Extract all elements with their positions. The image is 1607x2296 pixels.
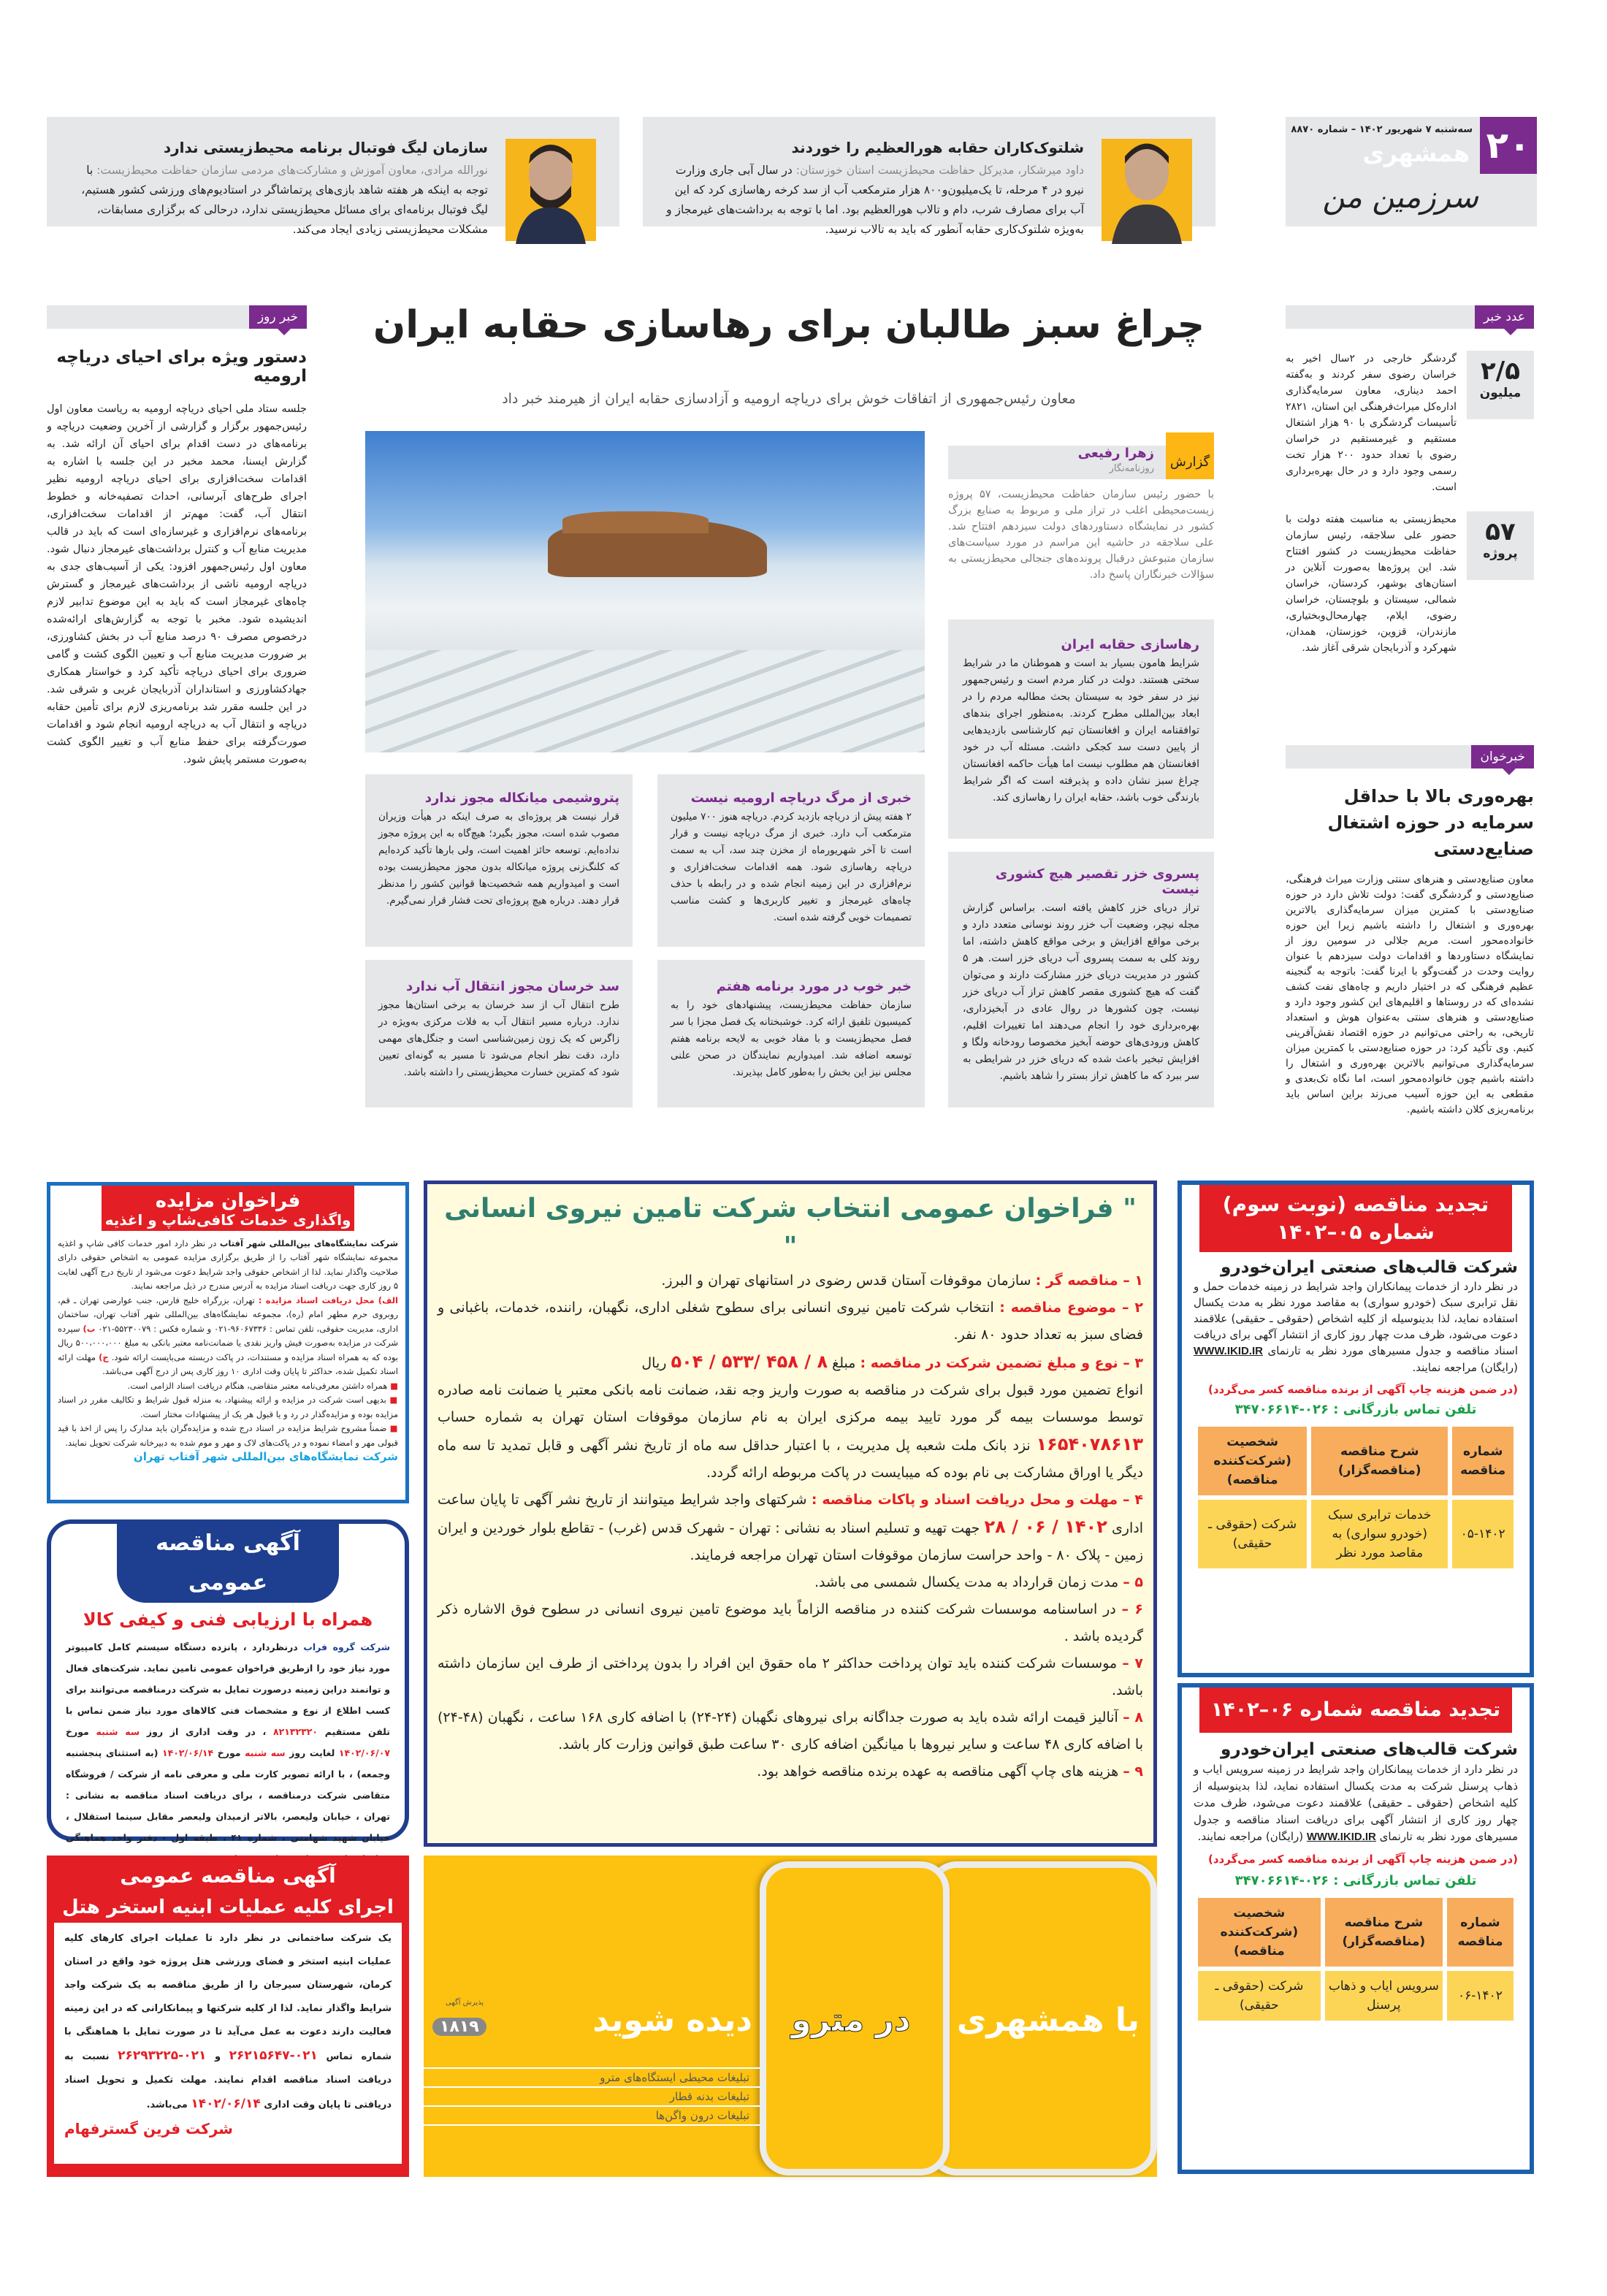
text: (رایگان) مراجعه نمایند.: [1197, 1830, 1304, 1843]
report-lead: با حضور رئیس سازمان حفاظت محیط‌زیست، ۵۷ پروژه زیست‌محیطی اغلب در تراز ملی و مربوط به صنایع بزرگ کشور در نمایشگاه دستاوردهای دولت سیزدهم افتتاح شد. علی سلاجقه در حاشیه این مراسم در مورد سیاست‌های سازمان متبوعش درقبال پرونده‌های جنجالی محیط‌زیستی به سؤالات خبرنگاران پاسخ داد.: [948, 489, 1215, 581]
ad-phone: تلفن تماس بازرگانی : ۰۲۶-۳۴۷۰۶۶۱۴: [1234, 1402, 1477, 1417]
subarticle-body: تراز دریای خزر کاهش یافته است. براساس گزارش مجله نیچر، وضعیت آب خزر روند نوسانی متعدد دارد و برخی مواقع افزایش و برخی مواقع کاهش داشته، اما روند کلی به سمت پسروی آب دریای خزر است. هر ۵ کشور در مدیریت دریای خزر مشارکت دارند و می‌توان گفت که هیچ کشوری مقصر کاهش تراز آب دریای خزر نیست، چون کشورها در روال عادی در آبخیزداری، بهره‌برداری خود را انجام می‌دهند اما تغییرات اقلیم، کاهش ورودی‌های حوضه آبخیز مخصوصا رودخانه ولگا و افزایش تبخیر باعث شده که دریای خزر در شرایطی به سر ببرد که ما کاهش تراز بستر را شاهد باشیم.: [963, 902, 1199, 1082]
text: ۱۴۰۲/۰۶/۱۴: [162, 1747, 214, 1758]
text: مورخ: [66, 1726, 89, 1737]
ad-body: [1194, 1761, 1518, 1845]
number-item: [1286, 351, 1534, 495]
lake-photo: [365, 431, 925, 752]
article-title: بهره‌وری بالا با حداقل سرمایه در حوزه اشتغال صنایع‌دستی: [1327, 786, 1534, 859]
text: آنالیز قیمت ارائه شده باید به صورت جداگانه برای نیروهای نگهبان (۲۴-۲۴) با اضافه کاری ۱۶۸ ساعت ، نگهبان (۴۸-۲۴) با اضافه کاری ۴۸ ساعت و سایر نیروها با میانگین اضافه کاری ۳۰ ساعت طبق قوانین وزارت کار باشد.: [438, 1709, 1143, 1752]
ad-ikid-tender-05: [1177, 1181, 1534, 1677]
text: شماره مناقصه: [1452, 1427, 1514, 1495]
ad-body: [58, 1237, 398, 1294]
ad-item: [438, 1349, 1143, 1487]
number-text: گردشگر خارجی در ۲سال اخیر به خراسان رضوی سفر کردند و به‌گفته احمد دیناری، معاون سرمایه‌گذاری اداره‌کل میراث‌فرهنگی این استان، ۲۸۲۱ تأسیسات گردشگری با ۹۰ هزار اشتغال مستقیم و غیرمستقیم در خراسان رضوی با تعداد حدود ۲۰۰ هزار تخت رسمی وجود دارد و در حال بهره‌برداری است.: [1286, 353, 1457, 493]
slogan-part-3: دیده شوید: [592, 2002, 752, 2039]
subarticle-box: [365, 774, 633, 947]
ad-body: [66, 1636, 390, 1869]
subarticle-body: سازمان حفاظت محیط‌زیست، پیشنهادهای خود را به کمیسیون تلفیق ارائه کرد. خوشبختانه یک فصل مجزا با سر فصل محیط‌زیست و با مفاد خوبی به لایحه برنامه هفتم توسعه اضافه شد. امیدواریم نمایندگان در صحن علنی مجلس نیز این بخش را به‌طور کامل بپذیرند.: [671, 999, 912, 1078]
text: ب): [83, 1323, 96, 1334]
text: در اساسنامه موسسات شرکت کننده در مناقصه الزاماً باید موضوع تامین نیروی انسانی در سطوح فوق الاشاره ذکر گردیده باشد .: [438, 1601, 1143, 1644]
portrait-photo: [505, 139, 596, 241]
ad-company: شرکت قالب‌های صنعتی ایران‌خودرو: [1221, 1740, 1518, 1759]
subarticle-box: [657, 774, 925, 947]
text: ۸ –: [1123, 1709, 1144, 1725]
number-item: [1286, 511, 1534, 656]
text: بدیهی است شرکت در مزایده و ارائه پیشنهاد، به منزله قبول شرایط و تکالیف مقرر در اسناد مزایده بوده و مزایده‌گذار در رد و یا قبول هر یک از پیشنهادات مختار است.: [58, 1395, 398, 1419]
text: هزینه های چاپ آگهی مناقصه به عهده برنده مناقصه خواهد بود.: [757, 1763, 1119, 1780]
ad-signature: شرکت فرین گسترفهام: [64, 2120, 233, 2137]
ad-metro-hamshahri: [424, 1856, 1157, 2177]
ad-title: فراخوان مزایده: [155, 1190, 301, 1212]
ad-subtitle: اجرای کلیه عملیات ابنیه استخر هتل: [62, 1896, 394, 1918]
subarticle-box: [657, 960, 925, 1107]
section-logo: سرزمین من: [1322, 179, 1478, 215]
subarticle-title: پتروشیمی میانکاله مجوز ندارد: [424, 790, 619, 806]
subarticle-title: سد خرسان مجوز انتقال آب ندارد: [406, 979, 619, 994]
text: سپرده شرکت در مزایده به‌صورت فیش واریز نقدی یا ضمانت‌نامه معتبر بانکی به مبلغ ۵۰۰،۰۰۰،۰۰۰ ریال بوده که به همراه اسناد مزایده و مستندات، در پاکت دربسته می‌بایست ارائه شود.: [58, 1323, 399, 1362]
ad-item: [438, 1758, 1143, 1785]
ad-phone: ۱۸۱۹: [432, 2018, 486, 2036]
text: نسبت به دریافت اسناد مناقصه اقدام نمایند. مهلت تکمیل و تحویل اسناد دریافتی تا پایان وقت اداری: [64, 2051, 392, 2110]
service-item: تبلیغات بدنه قطار: [424, 2088, 760, 2107]
text: شرکت (حقوقی ـ حقیقی): [1198, 1500, 1307, 1568]
article-body: معاون صنایع‌دستی و هنرهای سنتی وزارت میراث فرهنگی، صنایع‌دستی و گردشگری گفت: دولت تلاش دارد در حوزه صنایع‌دستی با کمترین میزان سرمایه‌گذاری بالاترین بهره‌وری و اشتغال را داشته باشیم زیرا این حوزه خانواده‌محور است. مریم جلالی در سومین روز از نمایشگاه دستاوردها و اقدامات دولت سیزدهم با عنوان روایت وحدت در گفت‌وگو با ایرنا گفت: باتوجه به گنجینه عظیم فرهنگی که در اختیار داریم و چاه‌های نفت کشف نشده‌ای که در روستاها و اقلیم‌های این کشور وجود دارد و صنایع‌دستی و هنرهای سنتی به‌عنوان هوش و استعداد تاریخی، به راحتی می‌توانیم در حوزه اقتصاد نقش‌آفرینی کنیم. وی تأکید کرد: در حوزه صنایع‌دستی با کمترین میزان سرمایه‌گذاری می‌توانیم بالاترین بهره‌وری و اشتغال را داشته باشیم چون خانواده‌محور است، اما نگاه تک‌بعدی و مقطعی به این حوزه آسیب می‌زند براین اساس باید برنامه‌ریزی کلان داشته باشیم.: [1286, 874, 1534, 1115]
text: شماره مناقصه: [1447, 1898, 1514, 1967]
ad-item: [438, 1294, 1143, 1349]
text: شرح مناقصه (مناقصه‌گزار): [1325, 1898, 1443, 1967]
text: ۱۴۰۲/۰۶/۱۴: [191, 2097, 261, 2111]
text: همراه داشتن معرفی‌نامه معتبر متقاضی، هنگام دریافت اسناد الزامی است.: [127, 1380, 388, 1391]
text: ضمناً مشروح شرایط مزایده در اسناد درج شده و مزایده‌گران باید مدارک را پس از اخذ با قید قبولی مهر و امضاء نموده و در پاکت‌های لاک و مهر و موم شده به دبیرخانه شرکت تحویل نمایند.: [58, 1423, 398, 1448]
ad-ikid-tender-06: [1177, 1683, 1534, 2174]
subarticle-body: قرار نیست هر پروژه‌ای به صرف اینکه در هیأت وزیران مصوب شده است، مجوز بگیرد؛ هیچ‌گاه به این پروژه مجوز نداده‌ایم. توسعه حائز اهمیت است، ولی بارها تأکید کرده‌ایم که کلنگ‌زنی پروژه میانکاله بدون مجوز محیط‌زیست بوده است و امیدواریم همه شخصیت‌ها قوانین کشور را مدنظر قرار دهند. درباره هیچ پروژه‌ای تحت فشار قرار نمی‌گیرم.: [378, 811, 619, 907]
main-headline: چراغ سبز طالبان برای رهاسازی حقابه ایران: [373, 303, 1205, 347]
ad-body: [1194, 1278, 1518, 1376]
text: مبلغ: [832, 1355, 856, 1371]
text: شرکت (حقوقی ـ حقیقی): [1198, 1971, 1321, 2021]
subarticle-title: رهاسازی حقابه ایران: [1061, 637, 1199, 652]
ad-item: [438, 1487, 1143, 1569]
text: ۰۵-۱۴۰۲: [1452, 1500, 1514, 1568]
number-unit: میلیون: [1479, 386, 1522, 400]
text: سرویس ایاب و ذهاب پرسنل: [1325, 1971, 1443, 2021]
paper-logo: همشهری: [1362, 140, 1470, 167]
ad-note: (در ضمن هزینه چاپ آگهی از برنده مناقصه کسر می‌گردد): [1208, 1853, 1518, 1866]
ad-auction: فراخوان مزایده واگذاری خدمات کافی‌شاپ و اغذیه شرکت نمایشگاه‌های بین‌المللی شهر آفتاب در نظر دارد امور خدمات کافی شاپ و اغذیه مجموعه نمایشگاه شهر آفتاب را از طریق برگزاری مزایده عمومی به اشخاص حقوقی دارای صلاحیت واگذار نماید. لذا از اشخاص حقوقی واجد شرایط دعوت می‌شود از تاریخ درج آگهی لغایت ۵ روز کاری جهت دریافت اسناد مزایده به آدرس مندرج در ذیل مراجعه نمایند. الف) محل دریافت اسناد مزایده : تهران، بزرگراه خلیج فارس، جنب عوارضی تهران ـ قم، روبروی حرم مطهر امام (ره)، مجموعه نمایشگاه‌های بین‌المللی شهر آفتاب تهران، ساختمان اداری، مدیریت حقوقی، تلفن تماس : ۹۶۰۶۷۳۳۶-۰۲۱ و شماره فکس : ۵۵۲۳۰۰۷۹-۰۲۱ ب) سپرده شرکت در مزایده به‌صورت فیش واریز نقدی یا ضمانت‌نامه معتبر بانکی به مبلغ ۵۰۰،۰۰۰،۰۰۰ ریال بوده که به همراه اسناد مزایده و مستندات، در پاکت دربسته می‌بایست ارائه شود. ج) مهلت ارائه اسناد تکمیل شده، حداکثر تا پایان وقت اداری ۱۰ روز کاری پس از درج آگهی می‌باشد. ■ همراه داشتن معرفی‌نامه معتبر متقاضی، هنگام دریافت اسناد الزامی است. ■ بدیهی است شرکت در مزایده و ارائه پیشنهاد، به منزله قبول شرایط و تکالیف مقرر در اسناد مزایده بوده و مزایده‌گذار در رد و یا قبول هر یک از پیشنهادات مختار است. ■ ضمناً مشروح شرایط مزایده در اسناد درج شده و مزایده‌گران باید مدارک را پس از اخذ با قید قبولی مهر و امضاء نموده و در پاکت‌های لاک و مهر و موم شده به دبیرخانه شرکت تحویل نمایند. شرکت نمایشگاه‌های بین‌المللی شهر آفتاب تهران: [47, 1182, 409, 1503]
ad-title: آگهی مناقصه عمومی: [117, 1524, 339, 1603]
text: ۴ – مهلت و محل دریافت اسناد و پاکات مناقصه :: [811, 1492, 1143, 1508]
subarticle-box: [948, 852, 1214, 1107]
date-line: سه‌شنبه ۷ شهریور ۱۴۰۲ – شماره ۸۸۷۰: [1291, 124, 1473, 135]
quote-box-hoor: [643, 117, 1215, 236]
quote-title: سازمان لیگ فوتبال برنامه محیط‌زیستی ندارد: [163, 139, 488, 156]
subarticle-title: خبر خوب در مورد برنامه هفتم: [716, 979, 912, 994]
text: ۰۲۱-۲۶۲۱۵۶۴۷: [229, 2048, 318, 2063]
text: شخصیت (شرکت‌کننده مناقصه): [1198, 1427, 1307, 1495]
text: سازمان موقوفات آستان قدس رضوی در استانهای تهران و البرز.: [661, 1273, 1031, 1289]
number-text: محیط‌زیستی به مناسبت هفته دولت با حضور علی سلاجقه، رئیس سازمان حفاظت محیط‌زیست در کشور افتتاح شد. این پروژه‌ها به‌صورت آنلاین در استان‌های بوشهر، کردستان، خراسان شمالی، سیستان و بلوچستان، خراسان رضوی، ایلام، چهارمحال‌وبختیاری، مازندران، قزوین، خوزستان، همدان، شهرکرد و آذربایجان شرقی آغاز شد.: [1286, 514, 1457, 654]
service-item: تبلیغات محیطی ایستگاه‌های مترو: [424, 2067, 760, 2088]
text: الف) محل دریافت اسناد مزایده :: [258, 1294, 398, 1305]
text: ۱۴۰۲ / ۰۶ / ۲۸: [984, 1517, 1107, 1537]
text: انتخاب شرکت تامین نیروی انسانی برای سطوح شغلی اداری، نگهبان، راننده، خدمات، باغبانی و فضای سبز به تعداد حدود ۸۰ نفر.: [438, 1300, 1143, 1343]
ad-item: [438, 1704, 1143, 1758]
text: می‌باشد.: [146, 2099, 188, 2110]
ad-item: [438, 1596, 1143, 1650]
report-label: گزارش: [1166, 432, 1214, 479]
text: موسسات شرکت کننده باید توان پرداخت حداکثر ۲ ماه حقوق این افراد را بدون پرداختی از طرف این سازمان داشته باشد.: [438, 1655, 1143, 1698]
page-number: ۲۰: [1480, 117, 1537, 174]
ad-computer-tender: [47, 1519, 409, 1841]
ad-title: تجدید مناقصه شماره ۰۶–۱۴۰۲: [1199, 1687, 1512, 1733]
text: مدت زمان قرارداد به مدت یکسال شمسی می باشد.: [814, 1574, 1119, 1590]
subarticle-box: [365, 960, 633, 1107]
numbers-column: [1286, 305, 1534, 656]
text: ۱ – مناقصه گر :: [1035, 1273, 1143, 1289]
text: سه شنبه: [245, 1747, 286, 1758]
text: ۶ –: [1121, 1601, 1143, 1617]
newsreader-column: [1286, 745, 1534, 1118]
subarticle-title: خبری از مرگ دریاچه ارومیه نیست: [690, 790, 912, 806]
service-item: تبلیغات درون واگن‌ها: [424, 2107, 760, 2126]
text: ۲ – موضوع مناقصه :: [999, 1300, 1144, 1316]
ad-table: [1194, 1422, 1518, 1573]
text: ۷ –: [1122, 1655, 1143, 1671]
text: ۹ –: [1123, 1763, 1143, 1780]
text: درنظردارد ، پانزده دستگاه سیستم کامل کامپیوتر مورد نیاز خود را ازطریق فراخوان عمومی تامین نماید. شرکت‌های فعال و توانمند دراین زمینه درصورت تمایل به شرکت درمناقصه می‌توانند برای کسب اطلاع از نوع و مشخصات فنی کالاهای مورد نیاز ضمن تماس با تلفن مستقیم: [66, 1641, 390, 1737]
ad-manpower-tender: [424, 1181, 1157, 1847]
subarticle-body: ۲ هفته پیش از دریاچه بازدید کردم. دریاچه هنوز ۷۰۰ میلیون مترمکعب آب دارد. خبری از مرگ دریاچه نیست و قرار است تا آخر شهریورماه از مخزن چند سد، آب به سمت دریاچه رهاسازی شود. همه اقدامات سخت‌افزاری و نرم‌افزاری در این زمینه انجام شده و در رابطه با حذف چاه‌های غیرمجاز و تغییر کاربری‌ها و کشت مناسب تصمیمات خوبی گرفته شده است.: [671, 811, 912, 923]
ad-title: تجدید مناقصه (نوبت سوم) شماره ۰۵–۱۴۰۲: [1199, 1185, 1512, 1252]
number-value: ۵۷: [1485, 517, 1516, 546]
text: ۰۶-۱۴۰۲: [1447, 1971, 1514, 2021]
ad-subtitle: واگذاری خدمات کافی‌شاپ و اغذیه: [104, 1211, 351, 1229]
subarticle-box: [948, 619, 1214, 839]
text: (به استثنای پنجشنبه وجمعه) ، با ارائه تصویر کارت ملی و معرفی نامه از شرکت / فروشگاه متقاضی شرکت درمناقصه ، برای دریافت اسناد مناقصه به نشانی : تهران ، خیابان ولیعصر، بالاتر ازمیدان ولیعصر مقابل سینما استقلال ، خیابان شهید شهامتی ، شماره ۴۱ ، طبقه اول - دفتر واحد هماهنگی: [66, 1747, 390, 1843]
daily-news-column: [47, 305, 307, 768]
text: تهران، بزرگراه خلیج فارس، جنب عوارضی تهران ـ قم، روبروی حرم مطهر امام (ره)، مجموعه نمایشگاه‌های بین‌المللی شهر آفتاب تهران، ساختمان اداری، مدیریت حقوقی، تلفن تماس : ۹۶۰۶۷۳۳۶-۰۲۱ و شماره فکس : ۵۵۲۳۰۰۷۹-۰۲۱: [58, 1294, 399, 1334]
report-byline: [948, 446, 1214, 479]
text: جهت تهیه و تسلیم اسناد به نشانی : تهران - شهرک قدس (غرب) - تقاطع بلوار خوردین و ایران زمین - پلاک ۸۰ - واحد حراست سازمان موقوفات استان تهران مراجعه فرمایند.: [438, 1520, 1143, 1563]
ad-table: [1194, 1893, 1518, 2025]
author-role: روزنامه‌نگار: [1109, 463, 1154, 474]
ad-body: یک شرکت ساختمانی در نظر دارد تا عملیات اجرای کارهای کلیه عملیات ابنیه استخر و فضای ورزشی هتل پروژه خود واقع در استان کرمان، شهرستان سیرجان را از طریق مناقصه به یک شرکت واجد شرایط واگذار نماید. لذا از کلیه شرکتها و پیمانکارانی که در این زمینه فعالیت دارند دعوت به عمل می‌آید تا در صورت تمایل با هماهنگی با شماره تماس: [64, 1933, 392, 2062]
ad-hotel-pool-tender: [47, 1856, 409, 2177]
text: در نظر دارد از خدمات پیمانکاران واجد شرایط در زمینه خدمات حمل و نقل ترابری سبک (خودرو سواری) به مقاصد مورد نظر به مدت یکسال استفاده نماید، لذا بدینوسیله از کلیه اشخاص (حقوقی ـ حقیقی) علاقمند دعوت می‌شود، ظرف مدت چهار روز کاری از انتشار آگهی برای دریافت اسناد مناقصه و جدول مسیرهای مورد نظر به تارنمای: [1194, 1280, 1518, 1357]
subarticle-body: طرح انتقال آب از سد خرسان به برخی استان‌ها مجوز ندارد. درباره مسیر انتقال آب به فلات مرکزی به‌ویژه در زاگرس که یک زون زمین‌شناسی است و جنگل‌های مهمی دارد، دقت نظر انجام می‌شود تا مسیر به گونه‌ای تعیین شود که کمترین خسارت محیط‌زیستی را داشته باشد.: [378, 999, 619, 1078]
text: در نظر دارد از خدمات پیمانکاران واجد شرایط در زمینه سرویس ایاب و ذهاب پرسنل شرکت به مدت یکسال استفاده نماید، لذا بدینوسیله از کلیه اشخاص (حقوقی ـ حقیقی) علاقمند دعوت می‌شود، ظرف مدت چهار روز کاری از انتشار آگهی برای دریافت اسناد مناقصه و جدول مسیرهای مورد نظر به تارنمای: [1194, 1763, 1518, 1843]
quote-box-football: [47, 117, 619, 236]
text: ۸۲۱۳۲۳۲۰: [273, 1726, 318, 1737]
text: ج): [99, 1351, 109, 1362]
ad-title: آگهی مناقصه عمومی: [120, 1864, 336, 1888]
quote-title: شلتوک‌کاران حقابه هورالعظیم را خوردند: [791, 139, 1084, 156]
ad-accept-label: پذیرش آگهی: [446, 1999, 484, 2007]
text: لغایت روز: [289, 1747, 335, 1758]
ad-signature: شرکت نمایشگاه‌های بین‌المللی شهر آفتاب تهران: [133, 1450, 398, 1463]
quote-text: در سال آبی جاری وزارت نیرو در ۴ مرحله، تا یک‌میلیون‌و۸۰۰ هزار مترمکعب آب از سد کرخه رهاسازی کرد که این آب برای مصارف شرب، دام و تالاب هورالعظیم بود. اما با توجه به برداشت‌های غیرمجاز و به‌ویژه شلتوک‌کاری حقابه آنطور که باید به تالاب نرسید.: [666, 164, 1084, 236]
ad-item: [438, 1267, 1143, 1294]
portrait-photo: [1102, 139, 1192, 241]
ad-note: (در ضمن هزینه چاپ آگهی از برنده مناقصه کسر می‌گردد): [1208, 1383, 1518, 1396]
section-header: [1286, 305, 1534, 329]
section-tag: خبر روز: [249, 305, 307, 329]
section-tag: عدد خبر: [1475, 305, 1534, 329]
text: سه شنبه: [96, 1726, 140, 1737]
masthead: [1286, 117, 1537, 226]
text: در نظر دارد امور خدمات کافی شاپ و اغذیه مجموعه نمایشگاه شهر آفتاب را از طریق برگزاری مزایده عمومی به اشخاص حقوقی دارای صلاحیت واگذار نماید. لذا از اشخاص حقوقی واجد شرایط دعوت می‌شود از تاریخ درج آگهی لغایت ۵ روز کاری جهت دریافت اسناد مزایده به آدرس مندرج در ذیل مراجعه نمایند.: [58, 1237, 398, 1291]
ad-item: [438, 1569, 1143, 1596]
text: و: [214, 2051, 221, 2062]
text: WWW.IKID.IR: [1194, 1345, 1263, 1357]
text: شخصیت (شرکت‌کننده مناقصه): [1198, 1898, 1321, 1967]
section-tag: خبرخوان: [1471, 745, 1534, 768]
ad-subtitle: همراه با ارزیابی فنی و کیفی کالا: [83, 1609, 373, 1630]
text: ۰۲۱-۲۶۲۹۳۲۲۵: [118, 2048, 207, 2063]
text: شرکت گروه فراب: [303, 1641, 390, 1652]
text: (رایگان) مراجعه نمایند.: [1412, 1361, 1518, 1374]
text: نزد بانک ملت شعبه پل مدیریت ، با اعتبار حداقل سه ماه از تاریخ نشر آگهی و قابل تمدید تا سه ماه دیگر یا اوراق مشارکت بی نام بوده که میبایست در پاکت مربوطه ارائه گردد.: [438, 1438, 1143, 1481]
text: ۵ –: [1123, 1574, 1143, 1590]
quote-speaker: داود میرشکار، مدیرکل حفاظت محیط‌زیست استان خوزستان:: [795, 164, 1084, 177]
quote-speaker: نورالله مرادی، معاون آموزش و مشارکت‌های مردمی سازمان حفاظت محیط‌زیست:: [96, 164, 488, 177]
text: انواع تضمین مورد قبول برای شرکت در مناقصه به صورت واریز وجه نقد، ضمانت نامه بانکی معتبر یا ضمانت نامه صادره توسط موسسات بیمه گر مورد تایید بیمه مرکزی ایران به نام سازمان موقوفات استان تهران به شماره حساب: [438, 1382, 1143, 1425]
text: ۸ / ۴۵۸ /۵۳۳ / ۵۰۴: [671, 1351, 828, 1372]
text: ۱۶۵۴۰۷۸۶۱۳: [1036, 1434, 1143, 1454]
text: مورخ: [217, 1747, 241, 1758]
ad-company: شرکت قالب‌های صنعتی ایران‌خودرو: [1221, 1258, 1518, 1277]
article-body: جلسه ستاد ملی احیای دریاچه ارومیه به ریاست معاون اول رئیس‌جمهور برگزار و گزارشی از آخرین وضعیت دریاچه و برنامه‌های در دست اقدام برای احیای آن ارائه شد. به گزارش ایسنا، محمد مخبر در این جلسه با اشاره به اقدامات سخت‌افزاری برای احیای دریاچه ارومیه نظیر اجرای طرح‌های آبرسانی، احداث تصفیه‌خانه و خطوط انتقال آب، گفت: مهم‌تر از اقدامات سخت‌افزاری، برنامه‌های نرم‌افزاری و غیرسازه‌ای است که باید در قالب مدیریت منابع آب و کنترل برداشت‌های غیرمجاز دنبال شود. معاون اول رئیس‌جمهور افزود: یکی از آسیب‌های جدی به دریاچه ارومیه ناشی از برداشت‌های غیرمجاز و گسترش چاه‌های غیرمجاز است که باید به این موضوع تدابیر لازم اندیشیده شود. مخبر با توجه به گزارش‌های ارائه‌شده درخصوص مصرف ۹۰ درصد منابع آب در بخش کشاورزی، بر ضرورت مدیریت منابع آب و تعیین الگوی کشت و گامی ضروری برای احیای دریاچه تأکید کرد و خواستار همکاری جهادکشاورزی و استانداران آذربایجان غربی و شرقی شد. در این جلسه مقرر شد برنامه‌ریزی لازم برای تأمین حقابه دریاچه و انتقال آب به دریاچه ارومیه انجام شود و اقدامات صورت‌گرفته برای حفظ منابع آب و تغییر الگوی کشت به‌صورت مستمر پایش شود.: [47, 403, 308, 766]
text: WWW.IKID.IR: [1306, 1831, 1376, 1843]
quote-text: با توجه به اینکه هر هفته شاهد بازی‌های پرتماشاگر در استادیوم‌های ورزشی کشور هستیم، لیگ فوتبال برنامه‌ای برای مسائل محیط‌زیستی ندارد، درحالی که برگزاری مسابقات، مشکلات محیط‌زیستی زیادی ایجاد می‌کند.: [81, 164, 488, 236]
number-value: ۲/۵: [1481, 356, 1520, 386]
subarticle-body: شرایط هامون بسیار بد است و هموطنان ما در شرایط سختی هستند. دولت در کنار مردم است و رئیس‌جمهور نیز در سفر خود به سیستان بحث مطالبه مردم را در ابعاد بین‌المللی مطرح کردند. به‌منظور اجرای بندهای توافقنامه ایران و افغانستان تیم کارشناسی بازدیدهایی از پایین دست سد کجکی داشت. مسئله آب در خود افغانستان هم مطلوب نیست اما هیأت حاکمه افغانستان چراغ سبز نشان داده و پذیرفته است که اگر شرایط بارندگی خوب باشد، حقابه ایران را رهاسازی کند.: [963, 657, 1199, 804]
text: شرح مناقصه (مناقصه‌گزار): [1311, 1427, 1448, 1495]
main-subtitle: معاون رئیس‌جمهوری از اتفاقات خوش برای دریاچه ارومیه و آزادسازی حقابه ایران از هیرمند خبر داد: [502, 391, 1076, 407]
text: شرکت نمایشگاه‌های بین‌المللی شهر آفتاب: [219, 1237, 399, 1248]
ad-services: [424, 2067, 760, 2126]
ad-item: [438, 1650, 1143, 1704]
text: خدمات ترابری سبک (خودرو سواری) به مقاصد مورد نظر: [1311, 1500, 1448, 1568]
article-title: دستور ویژه برای احیای دریاچه ارومیه: [56, 348, 307, 386]
text: ، در وقت اداری از روز: [146, 1726, 267, 1737]
number-unit: پروژه: [1483, 546, 1518, 561]
text: ریال: [641, 1355, 667, 1371]
author-name: زهرا رفیعی: [1077, 446, 1154, 461]
text: ۳ – نوع و مبلغ تضمین شرکت در مناقصه :: [860, 1355, 1143, 1371]
text: مهلت ارائه اسناد تکمیل شده، حداکثر تا پایان وقت اداری ۱۰ روز کاری پس از درج آگهی می‌باشد.: [58, 1351, 398, 1376]
slogan-part-2: در مترو: [791, 2002, 911, 2039]
subarticle-title: پسروی خزر تقصیر هیچ کشوری نیست: [995, 866, 1199, 897]
ad-title: " فراخوان عمومی انتخاب شرکت تامین نیروی انسانی ": [444, 1194, 1137, 1262]
text: شرکتهای واجد شرایط میتوانند از تاریخ نشر آگهی تا پایان ساعت اداری: [438, 1492, 1144, 1536]
slogan-part-1: با همشهری: [957, 2002, 1140, 2039]
ad-phone: تلفن تماس بازرگانی : ۰۲۶-۳۴۷۰۶۶۱۴: [1234, 1873, 1477, 1888]
text: ۱۴۰۲/۰۶/۰۷: [338, 1747, 390, 1758]
